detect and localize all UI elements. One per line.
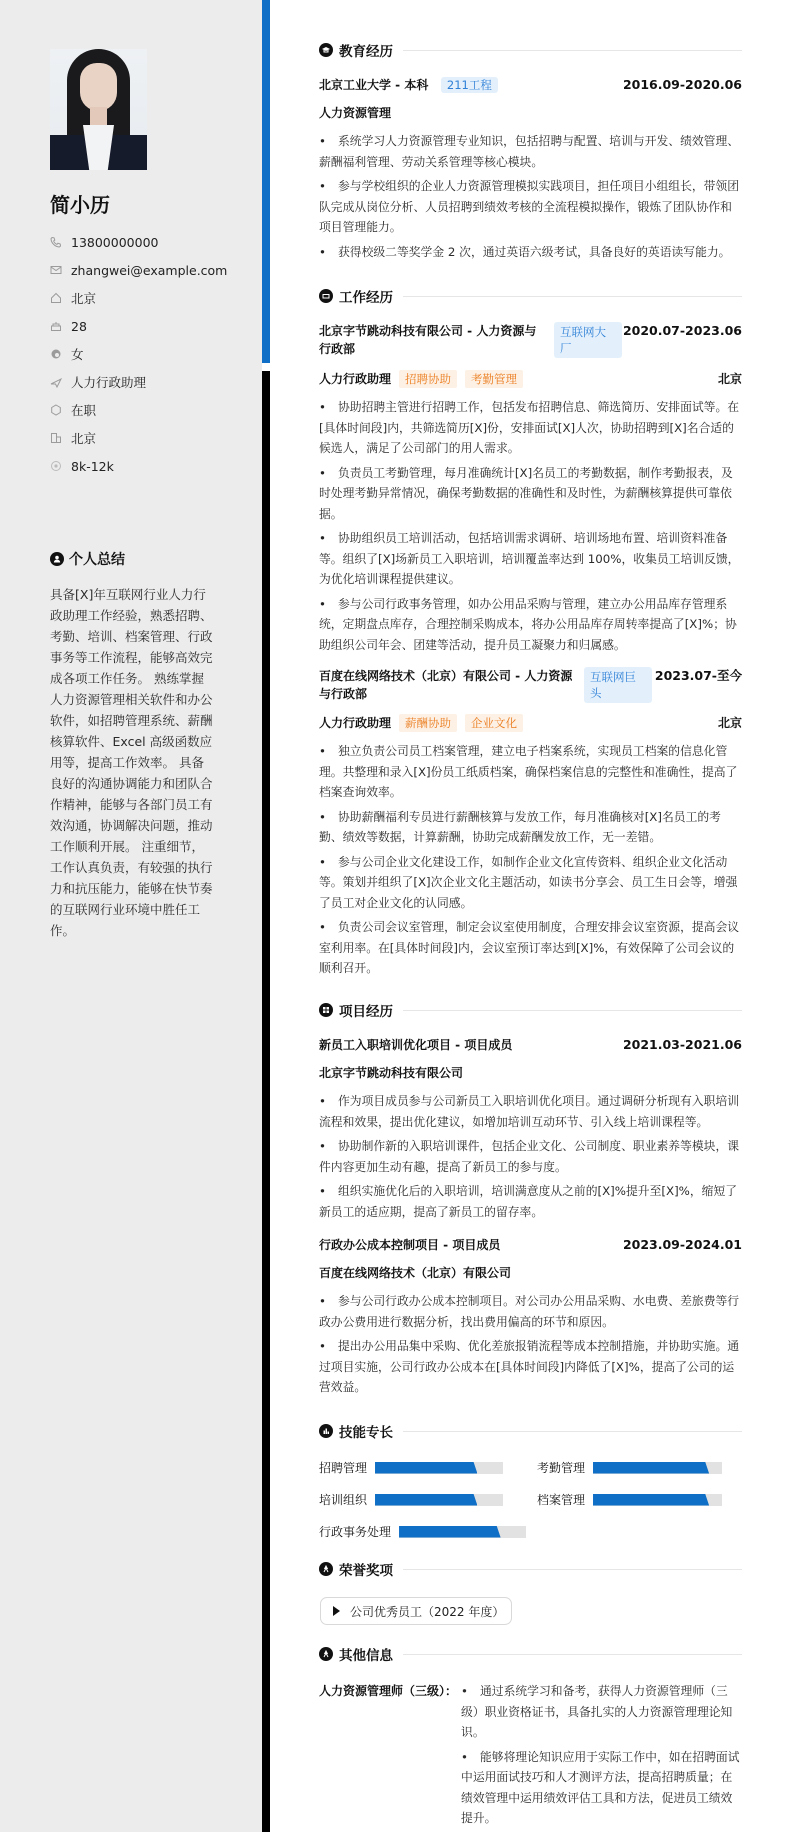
skill-item: 培训组织	[319, 1491, 503, 1508]
section-skills: 技能专长	[319, 1421, 742, 1441]
salary-icon	[50, 460, 62, 472]
school-name: 北京工业大学 - 本科	[319, 78, 429, 92]
divider-strip	[262, 371, 270, 1832]
job-icon	[50, 376, 62, 388]
certificate-block	[319, 1681, 742, 1832]
project-bullets	[319, 1091, 742, 1226]
job-location: 北京	[717, 716, 742, 730]
list-item: • 协助薪酬福利专员进行薪酬核算与发放工作，每月准确核对[X]名员工的考勤、绩效等数据，计算薪酬，协助完成薪酬发放工作，无一差错。	[319, 807, 742, 848]
section-other: 其他信息	[319, 1644, 742, 1664]
education-date: 2016.09-2020.06	[622, 77, 742, 92]
contact-home: 北京	[50, 284, 227, 312]
avatar	[50, 49, 147, 170]
project-name: 行政办公成本控制项目 - 项目成员	[319, 1238, 501, 1252]
contact-list	[50, 228, 227, 480]
user-icon	[50, 552, 64, 566]
list-item: • 系统学习人力资源管理专业知识，包括招聘与配置、培训与开发、绩效管理、薪酬福利管理、劳动关系管理等核心模块。	[319, 131, 742, 172]
job-bullets	[319, 397, 742, 659]
skill-tag: 企业文化	[465, 714, 523, 732]
project-company: 北京字节跳动科技有限公司	[319, 1066, 464, 1080]
contact-status: 在职	[50, 396, 227, 424]
job-date: 2023.07-至今	[654, 668, 742, 683]
email-icon	[50, 264, 62, 276]
job-date: 2020.07-2023.06	[622, 323, 742, 338]
project-date: 2023.09-2024.01	[622, 1237, 742, 1252]
skill-bar	[593, 1462, 722, 1474]
job-row-1	[319, 322, 742, 358]
skill-tag: 招聘协助	[399, 370, 457, 388]
city-icon	[50, 432, 62, 444]
job-company: 百度在线网络技术（北京）有限公司 - 人力资源与行政部	[319, 669, 573, 701]
skill-bar	[593, 1494, 722, 1506]
certificate-bullets	[461, 1681, 740, 1832]
list-item: • 参与公司行政办公成本控制项目。对公司办公用品采购、水电费、差旅费等行政办公费用进行数据分析，找出费用偏高的环节和原因。	[319, 1291, 742, 1332]
company-tag: 互联网巨头	[584, 667, 652, 703]
list-item: • 参与学校组织的企业人力资源管理模拟实践项目，担任项目小组组长，带领团队完成从岗位分析、人员招聘到绩效考核的全流程模拟操作，锻炼了团队协作和项目管理能力。	[319, 176, 742, 238]
job-company: 北京字节跳动科技有限公司 - 人力资源与行政部	[319, 324, 537, 356]
home-icon	[50, 292, 62, 304]
summary-title: 个人总结	[50, 549, 125, 569]
section-awards: 荣誉奖项	[319, 1559, 742, 1579]
list-item: • 能够将理论知识应用于实际工作中，如在招聘面试中运用面试技巧和人才测评方法，提高招聘质量；在绩效管理中运用绩效评估工具和方法，促进员工绩效提升。	[461, 1747, 740, 1829]
contact-salary: 8k-12k	[50, 452, 227, 480]
job-location: 北京	[717, 372, 742, 386]
job-role: 人力行政助理 薪酬协助 企业文化	[319, 714, 523, 732]
award-item[interactable]: 公司优秀员工（2022 年度）	[320, 1597, 512, 1625]
contact-email: zhangwei@example.com	[50, 256, 227, 284]
accent-strip	[262, 0, 270, 363]
info-icon	[319, 1647, 333, 1661]
sidebar	[0, 0, 262, 1832]
job-bullets	[319, 741, 742, 983]
contact-gender: 女	[50, 340, 227, 368]
school-tag: 211工程	[441, 77, 498, 93]
education-major: 人力资源管理	[319, 106, 392, 120]
status-icon	[50, 404, 62, 416]
list-item: • 作为项目成员参与公司新员工入职培训优化项目。通过调研分析现有入职培训流程和效果，提出优化建议，如增加培训互动环节、引入线上培训课程等。	[319, 1091, 742, 1132]
list-item: • 独立负责公司员工档案管理，建立电子档案系统，实现员工档案的信息化管理。共整理和录入[X]份员工纸质档案，确保档案信息的完整性和准确性，提高了档案查询效率。	[319, 741, 742, 803]
project-row-1	[319, 1036, 742, 1054]
list-item: • 提出办公用品集中采购、优化差旅报销流程等成本控制措施，并协助实施。通过项目实施，公司行政办公成本在[具体时间段]内降低了[X]%，提高了公司的运营效益。	[319, 1336, 742, 1398]
summary-text: 具备[X]年互联网行业人力行政助理工作经验，熟悉招聘、考勤、培训、档案管理、行政事务等工作流程，能够高效完成各项工作任务。 熟练掌握人力资源管理相关软件和办公软件，如招聘管理系统、薪酬核算软件、Excel 高级函数应用等，提高工作效率。 具备良好的沟通协调能力和团队合作精神，能够与各部门员工有效沟通，协调解决问题，推动工作顺利开展。 注重细节，工作认真负责，有较强的执行力和抗压能力，能够在快节奏的互联网行业环境中胜任工作。	[50, 587, 213, 938]
certificate-label: 人力资源管理师（三级）：	[319, 1684, 458, 1698]
section-projects: 项目经历	[319, 1000, 742, 1020]
list-item: • 参与公司企业文化建设工作，如制作企业文化宣传资料、组织企业文化活动等。策划并组织了[X]次企业文化主题活动，如读书分享会、员工生日会等，增强了员工对企业文化的认同感。	[319, 852, 742, 914]
bar-chart-icon	[319, 1424, 333, 1438]
triangle-right-icon	[333, 1606, 340, 1616]
list-item: • 负责公司会议室管理，制定会议室使用制度，合理安排会议室资源，提高会议室利用率。在[具体时间段]内，会议室预订率达到[X]%，有效保障了公司会议的顺利召开。	[319, 917, 742, 979]
education-row	[319, 76, 742, 94]
skill-item: 考勤管理	[537, 1459, 722, 1476]
profile-name: 简小历	[50, 193, 110, 217]
list-item: • 协助组织员工培训活动，包括培训需求调研、培训场地布置、培训资料准备等。组织了[X]场新员工入职培训，培训覆盖率达到 100%，收集员工培训反馈，为优化培训课程提供建议。	[319, 528, 742, 590]
skill-bar	[375, 1494, 503, 1506]
list-item: • 协助招聘主管进行招聘工作，包括发布招聘信息、筛选简历、安排面试等。在[具体时间段]内，共筛选简历[X]份，安排面试[X]人次，协助招聘到[X]名合适的候选人，满足了公司部门的用人需求。	[319, 397, 742, 459]
project-date: 2021.03-2021.06	[622, 1037, 742, 1052]
company-tag: 互联网大厂	[554, 322, 622, 358]
contact-age: 28	[50, 312, 227, 340]
graduation-cap-icon	[319, 43, 333, 57]
list-item: • 组织实施优化后的入职培训，培训满意度从之前的[X]%提升至[X]%，缩短了新员工的适应期，提高了新员工的留存率。	[319, 1181, 742, 1222]
contact-city: 北京	[50, 424, 227, 452]
section-work: 工作经历	[319, 286, 742, 306]
skill-item: 档案管理	[537, 1491, 722, 1508]
contact-phone: 13800000000	[50, 228, 227, 256]
project-name: 新员工入职培训优化项目 - 项目成员	[319, 1038, 513, 1052]
job-role: 人力行政助理 招聘协助 考勤管理	[319, 370, 523, 388]
gender-icon	[50, 348, 62, 360]
age-icon	[50, 320, 62, 332]
section-education: 教育经历	[319, 40, 742, 60]
skill-item: 行政事务处理	[319, 1523, 526, 1540]
skill-bar	[375, 1462, 503, 1474]
skill-tag: 考勤管理	[465, 370, 523, 388]
grid-icon	[319, 1003, 333, 1017]
job-row-2	[319, 667, 742, 703]
list-item: • 通过系统学习和备考，获得人力资源管理师（三级）职业资格证书，具备扎实的人力资源管理理论知识。	[461, 1681, 740, 1743]
award-icon	[319, 1562, 333, 1576]
project-row-2	[319, 1236, 742, 1254]
list-item: • 参与公司行政事务管理，如办公用品采购与管理，建立办公用品库存管理系统，定期盘点库存，合理控制采购成本，将办公用品库存周转率提高了[X]%；协助组织公司年会、团建等活动，提升员工凝聚力和归属感。	[319, 594, 742, 656]
list-item: • 协助制作新的入职培训课件，包括企业文化、公司制度、职业素养等模块，课件内容更加生动有趣，提高了新员工的参与度。	[319, 1136, 742, 1177]
phone-icon	[50, 236, 62, 248]
skill-tag: 薪酬协助	[399, 714, 457, 732]
project-bullets	[319, 1291, 742, 1402]
skill-bar	[399, 1526, 526, 1538]
list-item: • 获得校级二等奖学金 2 次，通过英语六级考试，具备良好的英语读写能力。	[319, 242, 742, 263]
skill-item: 招聘管理	[319, 1459, 503, 1476]
project-company: 百度在线网络技术（北京）有限公司	[319, 1266, 512, 1280]
list-item: • 负责员工考勤管理，每月准确统计[X]名员工的考勤数据，制作考勤报表，及时处理考勤异常情况，确保考勤数据的准确性和及时性，为薪酬核算提供可靠依据。	[319, 463, 742, 525]
briefcase-icon	[319, 289, 333, 303]
education-bullets	[319, 131, 742, 266]
contact-job: 人力行政助理	[50, 368, 227, 396]
